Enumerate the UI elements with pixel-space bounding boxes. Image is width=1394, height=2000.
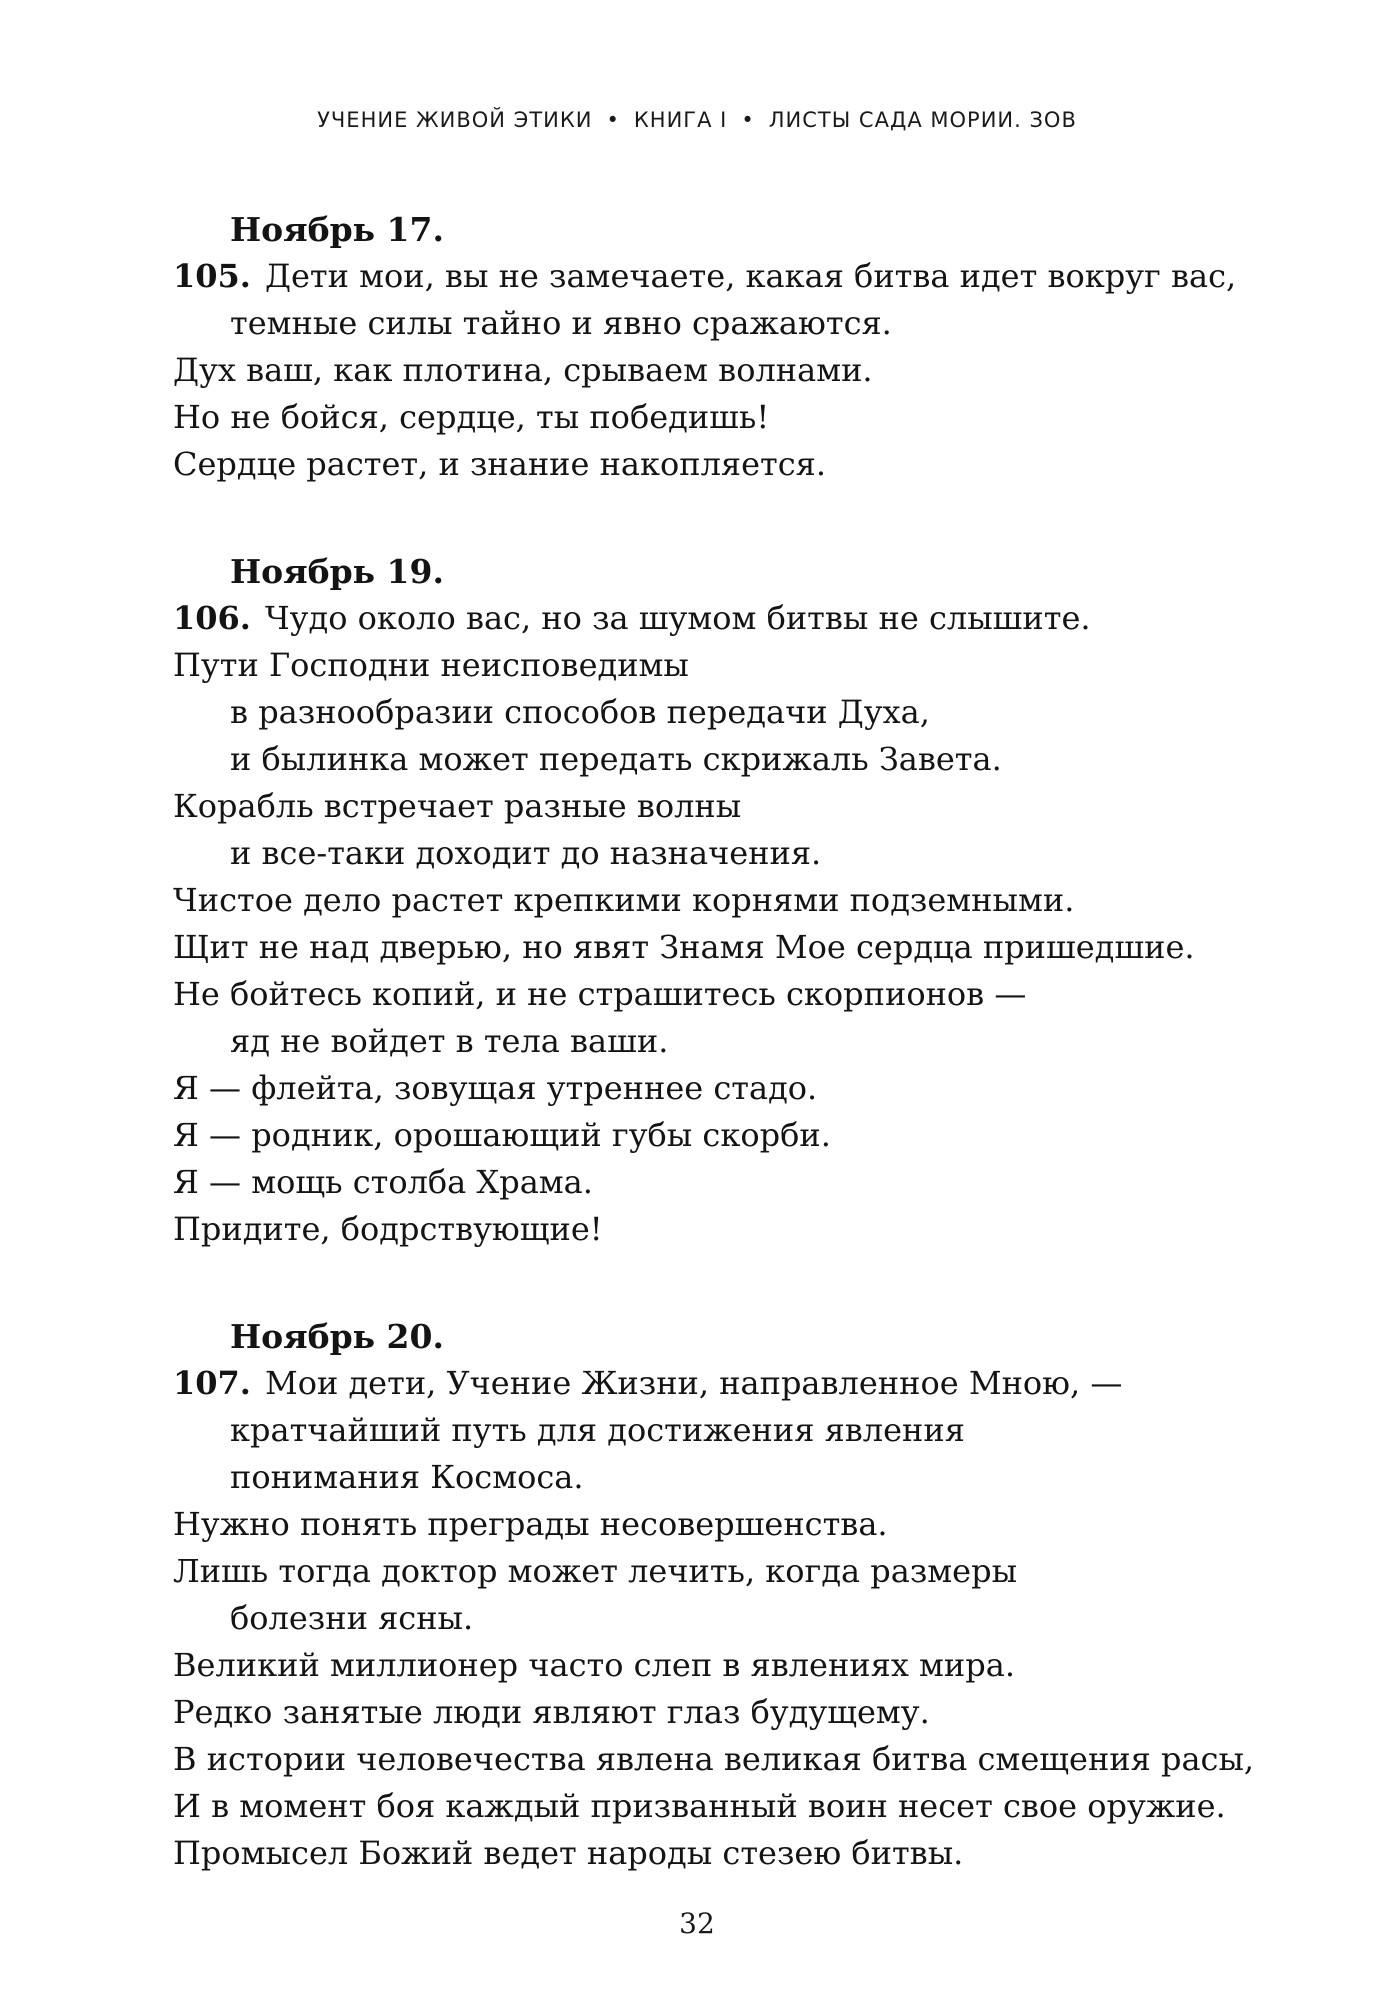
verse-line: Корабль встречает разные волны: [173, 787, 742, 825]
section-105: [173, 206, 1333, 488]
verse-line: и былинка может передать скрижаль Завета.: [230, 740, 1002, 778]
verse-line: [173, 1360, 1333, 1407]
verse-line: и все-таки доходит до назначения.: [230, 834, 822, 872]
date-heading: Ноябрь 17.: [230, 210, 444, 249]
verse-number: 105.: [173, 257, 251, 295]
page-number: 32: [679, 1907, 715, 1940]
verse-line: Но не бойся, сердце, ты победишь!: [173, 398, 770, 436]
verse-line: Нужно понять преграды несовершенства.: [173, 1505, 888, 1543]
verse-line: И в момент боя каждый призванный воин несет свое оружие.: [173, 1787, 1226, 1825]
verse-line: болезни ясны.: [230, 1599, 474, 1637]
verse-line: В истории человечества явлена великая битва смещения расы,: [173, 1740, 1255, 1778]
verse-text: Чудо около вас, но за шумом битвы не слышите.: [264, 599, 1091, 637]
verse-text: Дети мои, вы не замечаете, какая битва идет вокруг вас,: [264, 257, 1237, 295]
section-107: [173, 1313, 1333, 1877]
header-book-title: ЛИСТЫ САДА МОРИИ. ЗОВ: [768, 108, 1077, 132]
verse-line: кратчайший путь для достижения явления: [230, 1411, 965, 1449]
verse-line: Чистое дело растет крепкими корнями подземными.: [173, 881, 1075, 919]
verse-line: Я — родник, орошающий губы скорби.: [173, 1116, 831, 1154]
verse-line: Я — флейта, зовущая утреннее стадо.: [173, 1069, 818, 1107]
page-body: [173, 206, 1333, 1877]
verse-number: 106.: [173, 599, 251, 637]
date-heading: Ноябрь 20.: [230, 1317, 444, 1356]
header-book-number: КНИГА I: [633, 108, 728, 132]
verse-number: 107.: [173, 1364, 251, 1402]
verse-line: Не бойтесь копий, и не страшитесь скорпионов —: [173, 975, 1027, 1013]
verse-line: Сердце растет, и знание накопляется.: [173, 445, 827, 483]
verse-line: Лишь тогда доктор может лечить, когда размеры: [173, 1552, 1018, 1590]
verse-line: в разнообразии способов передачи Духа,: [230, 693, 930, 731]
header-separator: •: [741, 108, 755, 132]
verse-line: Дух ваш, как плотина, срываем волнами.: [173, 351, 873, 389]
verse-line: [173, 253, 1333, 300]
running-header: [0, 108, 1394, 132]
verse-line: Промысел Божий ведет народы стезею битвы.: [173, 1834, 964, 1872]
verse-line: Я — мощь столба Храма.: [173, 1163, 593, 1201]
verse-line: темные силы тайно и явно сражаются.: [230, 304, 892, 342]
verse-line: Великий миллионер часто слеп в явлениях мира.: [173, 1646, 1015, 1684]
verse-line: Редко занятые люди являют глаз будущему.: [173, 1693, 930, 1731]
date-heading: Ноябрь 19.: [230, 552, 444, 591]
section-106: [173, 548, 1333, 1253]
header-separator: •: [606, 108, 620, 132]
verse-line: [173, 595, 1333, 642]
verse-line: яд не войдет в тела ваши.: [230, 1022, 669, 1060]
verse-line: Пути Господни неисповедимы: [173, 646, 689, 684]
verse-line: Придите, бодрствующие!: [173, 1210, 603, 1248]
header-series-title: УЧЕНИЕ ЖИВОЙ ЭТИКИ: [317, 108, 593, 132]
verse-line: Щит не над дверью, но явят Знамя Мое сердца пришедшие.: [173, 928, 1195, 966]
verse-line: понимания Космоса.: [230, 1458, 584, 1496]
verse-text: Мои дети, Учение Жизни, направленное Мною, —: [264, 1364, 1123, 1402]
